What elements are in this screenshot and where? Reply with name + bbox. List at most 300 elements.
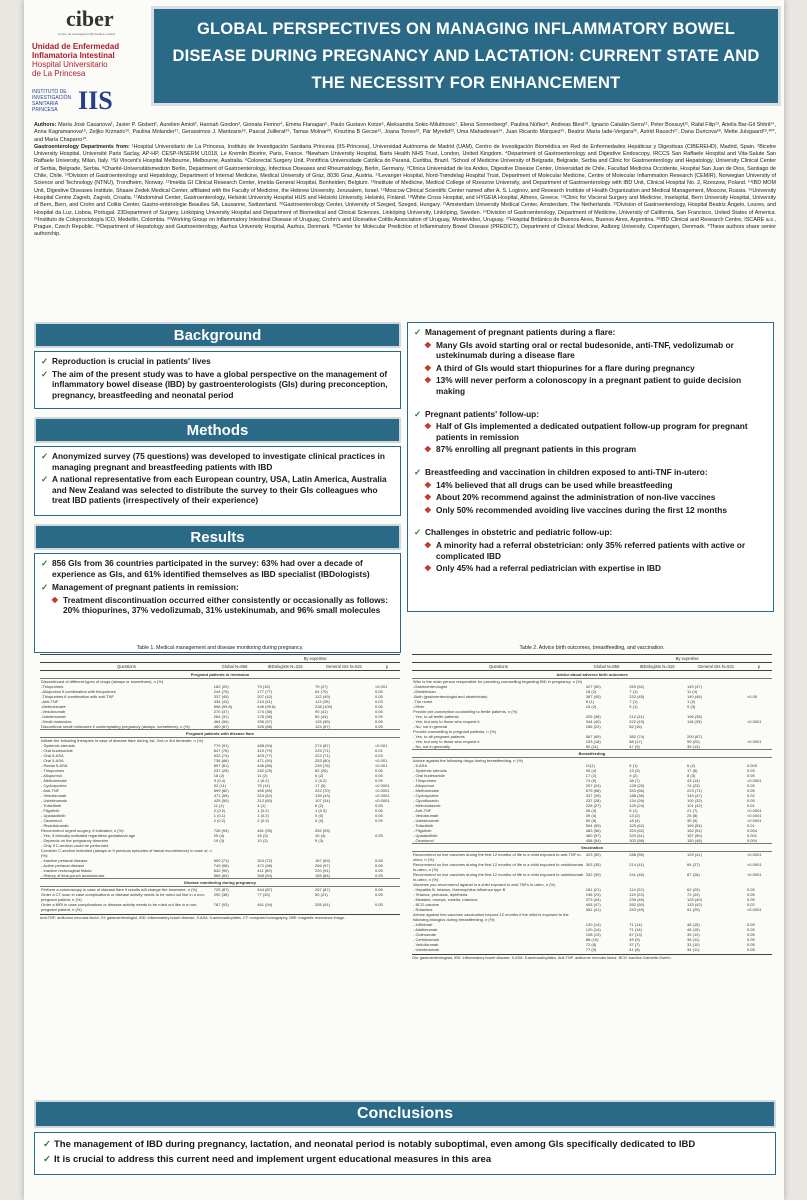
table-cell: 320 (61) — [629, 833, 645, 838]
table-cell: 108 (13) — [585, 932, 601, 937]
table-cell: 133 (42) — [687, 902, 702, 907]
table-cell: 461 (95) — [257, 828, 273, 833]
table-cell: 5 (1) — [629, 808, 638, 813]
table-cell: - Anti-TNF — [41, 788, 60, 793]
table-cell: - No, not in generally — [413, 744, 450, 749]
table-cell: 343 (66) — [629, 788, 645, 793]
table-cell: 0.05 — [746, 897, 755, 902]
right-column — [407, 322, 774, 612]
table-1-by-expertise: By expertise — [256, 655, 374, 663]
table-cell: 6 (2) — [315, 803, 324, 808]
table-cell: 337 (45) — [213, 694, 229, 699]
table-cell: 324 (62) — [629, 828, 645, 833]
table-cell: - Yes, but only to those who request it — [413, 719, 480, 724]
table-cell: 237 (28) — [585, 798, 601, 803]
table-cell: 11 (2) — [257, 773, 268, 778]
table-cell: Recommend no live vaccines during the first 12 months of life in a child exposed to vedolizumab in-utero, n (%) — [413, 862, 584, 872]
table-cell: 1 (0.2) — [257, 813, 269, 818]
table-cell: 11(1) — [585, 763, 595, 768]
table-cell: 0 (0) — [315, 818, 324, 823]
table-cell: 461 (94) — [257, 902, 273, 907]
followup-heading: Pregnant patients' follow-up: — [425, 408, 539, 419]
diamond-icon: ❖ — [424, 539, 432, 550]
table-cell: 72 (8) — [585, 942, 597, 947]
table-cell: 5 (1) — [629, 763, 638, 768]
diamond-icon: ❖ — [424, 444, 432, 455]
check-icon: ✓ — [41, 356, 48, 366]
table-cell: 77 (20) — [257, 892, 270, 897]
table-cell: 1 (0.2) — [257, 778, 269, 783]
table-cell: 312 (60) — [257, 798, 273, 803]
table-cell: - Golimumab — [413, 932, 436, 937]
breastfeeding-heading: Breastfeeding and vaccination in children exposed to anti-TNF in-utero: — [425, 466, 708, 477]
table-cell: 11 (4) — [687, 689, 698, 694]
table-cell: 15 (2) — [585, 704, 597, 709]
table-cell: 113 (39) — [315, 699, 330, 704]
table-cell: 79 (15) — [257, 684, 270, 689]
table-cell: 460 (87) — [213, 724, 229, 729]
table-cell: 7 (1) — [629, 699, 638, 704]
table-cell: 153 (18) — [585, 739, 601, 744]
table-cell: - Rectal 5-ASA — [41, 763, 68, 768]
table-1-caption: Table 1. Medical management and disease monitoring during pregnancy. — [136, 645, 304, 651]
table-cell: 266 (97) — [315, 863, 330, 868]
challenges-heading: Challenges in obstetric and pediatric follow-up: — [425, 527, 613, 538]
table-2-caption: Table 2. Advice birth outcomes, breastfeeding, and vaccination. — [519, 645, 665, 651]
table-cell: - Thiopurines — [413, 778, 437, 783]
table-cell: 344 (40) — [585, 719, 601, 724]
table-cell: 0.05 — [374, 694, 383, 699]
list-item — [414, 467, 767, 478]
table-cell: 787 (93) — [213, 902, 229, 907]
table-subheading: Vaccination — [412, 844, 772, 852]
ciber-logo-subtitle: Centro de Investigación Biomédica en Red — [58, 32, 115, 36]
table-cell: 157 (50) — [687, 833, 702, 838]
table-cell: 0.05 — [374, 803, 383, 808]
table-2 — [412, 646, 772, 961]
list-item — [424, 363, 767, 374]
table-cell: 7 (1) — [629, 689, 638, 694]
table-1-header: Questions — [40, 663, 213, 671]
table-cell: 0.02 — [746, 793, 755, 798]
table-cell: 410 (79) — [257, 748, 273, 753]
table-subheading-row — [412, 844, 772, 852]
table-cell: - History of ileal-pouch anastomosis — [41, 873, 105, 878]
table-cell: - Filgotinib — [413, 828, 432, 833]
table-cell: 736 (86) — [213, 758, 229, 763]
unit-line: Inflamatoria Intestinal — [32, 51, 115, 60]
table-cell: 0.05 — [374, 704, 383, 709]
table-cell: - Tofacitinib — [41, 803, 62, 808]
table-cell: 152 (29) — [257, 768, 273, 773]
table-cell: 446 (99.8) — [257, 704, 276, 709]
table-cell: 5 (1) — [629, 704, 638, 709]
list-item — [424, 340, 767, 361]
table-cell: - Rotavirus — [413, 907, 433, 912]
table-cell: <0.0001 — [374, 798, 390, 803]
table-cell: 0.05 — [374, 858, 383, 863]
table-cell: 39 (13) — [687, 744, 700, 749]
table-cell: - Cyclosporine — [413, 793, 439, 798]
table-cell: 186 (22) — [585, 724, 601, 729]
table-cell: - Yes, to all pregnant patients — [413, 734, 465, 739]
table-cell: - Allopurinol — [41, 773, 62, 778]
departments-text: ¹Hospital Universitario de La Princesa, Instituto de Investigación Sanitaria Princesa (IIS-Princesa), Universidad Autónoma de Madrid (UAM), Centro de Investigación Biomédica en Red de Enfermedades Hepáticas y Digestivas (CIBEREHD), Madrid, Spain. ²Bicetre University Hospital, Université Paris Saclay, AP-HP, CESP-INSERM U1018, Le Kremlin Bicetre, Paris, France. ³Newham University Hospital, Barts Health NHS Trust, London, United Kingdom. ⁴Department of Gastroenterology and Digestive Endoscopy, IRCCS San Raffaele Hospital and Vita-Salute San Raffaele University, Milan, Italy. ⁵St Vincent's Hospital Melbourne, Melbourne, Australia. ⁶Colorectal Surgery Unit, Pontifícia Universidade Católica do Paraná, Curitiba, Brazil. ⁷School of Medicine University of Belgrade, Belgrade, Serbia and Clinic for Gastroenterology and Hepatology, University Clinical Center of Serbia, Belgrade, Serbia. ⁸Charité-Universitätsmedizin Berlin, Department of Gastroenterology, Infectious Diseases and Rheumatology, Berlin, Germany. ⁹Clínica Universidad de los Andes, Digestive Disease Center, Universidad de Chile, Facultad Medicina Occidente, Hospital San Juan de Dios, Santiago de Chile, Chile. ¹⁰Division of Gastroenterology and Hepatology, Department of Internal Medicine, Medical University of Graz, 8036 Graz, Austria. ¹¹Levanger Hospital, Nord-Trøndelag Hospital Trust, Department of Molecular Medicine, Centre of Molecular Inflammation Research (CEMIR), Norwegian University of Science and Technology (NTNU), Trondheim, Norway. ¹²Imelda GI Clinical Research Center, Imelda General Hospital, Bonheiden, Belgium. ¹³Institute of Medicine, Medical College of Rzeszow University, and Department of Gastroenterology with IBD Unit, Clinical Hospital No. 2, Rzeszow, Poland. ¹⁴IBD MOM Unit, Digestive Diseases Institute, Shaare Zedek Medical Center, affiliated with the Faculty of Medicine, the Hebrew University, Jerusalem, Israel. ¹⁵Moscow Clinical Scientific Center named after A. S. Loginov, and Research Institute of Health Organization and Medical Management, Moscow, Russia. ¹⁶University Hospital Centre Zagreb, Zagreb, Croatia. ¹⁷Abdominal Center, Gastroenterology, Helsinki University Hospital HUS and Helsinki University, Helsinki, Finland. ¹⁸White Cross Hospital, and HYGEIA Hospital, Athens, Greece. ¹⁹Clinic for Visceral Surgery and Medicine, Inselspital, Bern University Hospital, University of Bern, Bern, and Crohn and Colitis Center, Gastro-entérologie Beaulieu SA, Lausanne, Switzerland. ²⁰Gastroenterology Center, University of Szeged, Szeged, Hungary. ²¹Amsterdam University Medical Center, Amsterdam, The Netherlands. ²²Division of Gastroenterology, Hospital Beatriz Ângelo, Loures, and Hospital da Luz, Lisboa, Portugal. 23Department of Surgery, Linköping University Hospital and Department of Biomedical and Clinical Sciences, Linköping University, Linköping, Sweden. ²⁴Division of Gastroenterology, Department of Medicine, University of California, San Francisco, United States of America. ²⁵Instituto de Coloproctología ICO, Medellín, Colombia. ²⁶Working Group on Inflammatory Intestinal Disease of Uruguay, Crohn's and Ulcerative Colitis Association of Uruguay, Montevideo, Uruguay. ²⁷Hospital Británico de Buenos Aires, Buenos Aires, Argentina. ²⁸IBD Clinical and Research Centre, ISCARE a.s., Prague, Czech Republic. ²⁹Department of Hepatology and Gastroenterology, Aarhus University Hospital, Aarhus, Denmark. ³⁰Center for Molecular Prediction of Inflammatory Bowel Disease (PREDICT), Department of Clinical Medicine, Aalborg University, Copenhagen, Denmark. *These authors share senior authorship. — [34, 143, 776, 238]
diamond-icon: ❖ — [424, 492, 432, 503]
table-cell: 465 (89) — [257, 788, 273, 793]
table-cell: <0.0001 — [746, 719, 762, 724]
table-row — [412, 872, 772, 882]
table-cell: 403 (77) — [257, 753, 273, 758]
check-icon: ✓ — [414, 408, 421, 419]
authors-label: Authors: — [34, 122, 57, 128]
table-cell: 0.01 — [374, 748, 383, 753]
table-2-header: p — [746, 663, 772, 671]
table-cell: 0.01 — [746, 823, 755, 828]
table-cell: 697 (81) — [213, 763, 229, 768]
table-cell: - Certolizumab — [413, 937, 440, 942]
table-2-header: Global N=856 — [585, 663, 629, 671]
table-cell: <0.0001 — [746, 778, 762, 783]
table-cell: 48 (15) — [687, 927, 700, 932]
table-cell: - Inactive perianal disease — [41, 858, 88, 863]
results-intro: 856 GIs from 36 countries participated in the survey: 63% had over a decade of experience as GIs, and 61% identified themselves as IBD specialist (IBDologists) — [52, 558, 370, 579]
table-cell: 128 (25) — [629, 783, 645, 788]
table-cell: 152 (51) — [687, 828, 702, 833]
table-subheading: Disease monitoring during pregnancy — [40, 879, 400, 887]
table-1-footnote: Anti-TNF: antitumor necrosis factor, GI: gastroenterologist, IBD: inflammatory bowel disease, 5-ASA: 5-aminosalicylates, CT: computed tomography, MRI: magnetic resonance image. — [40, 914, 400, 921]
table-cell: 0.05 — [746, 798, 755, 803]
table-cell: 25 (8) — [687, 813, 698, 818]
title-line: DISEASE DURING PREGNANCY AND LACTATION: CURRENT STATE AND — [172, 46, 760, 65]
table-cell: 471 (90) — [257, 758, 273, 763]
table-cell: Recommend no live vaccines during the first 12 months of life in a child exposed to ustekinumab in-utero, n (%) — [413, 872, 584, 882]
check-icon: ✓ — [41, 451, 48, 461]
table-cell: 270 (37) — [213, 709, 229, 714]
table-cell: 0.004 — [746, 838, 757, 843]
list-item — [414, 527, 767, 538]
unit-line: Hospital Universitario — [32, 60, 108, 69]
table-cell: 149 (47) — [687, 684, 702, 689]
table-cell: 0.004 — [746, 828, 757, 833]
table-cell: 223 (71) — [687, 788, 702, 793]
table-cell: 6 (2) — [687, 763, 696, 768]
diamond-icon: ❖ — [424, 375, 432, 386]
table-cell: 119 (23) — [629, 892, 644, 897]
departments-label: Gastroenterology Departments from: — [34, 143, 130, 150]
table-2-footnote: GIs: gastroenterologists, IBD: inflammatory bowel disease, 5-ASA: 5-aminosalicylates, Anti-TNF: antitumor necrosis factor, BCG: bacillus Calmette-Guérin. — [412, 954, 772, 961]
table-cell: - Depends on the pregnancy trimester — [41, 838, 109, 843]
list-item — [424, 421, 767, 442]
table-cell: -Gastroenterologist — [413, 684, 448, 689]
table-cell: Vaccines you recommend against in a child exposed to anti-TNFs in-utero, n (%) — [413, 882, 556, 887]
table-cell: 120 (14) — [585, 927, 601, 932]
table-cell: 0.05 — [374, 902, 383, 907]
table-cell: 67 (13) — [629, 932, 642, 937]
list-item — [41, 474, 394, 506]
list-item — [41, 558, 394, 579]
table-cell: <0.0001 — [746, 813, 762, 818]
table-cell: - Ciprofloxacin — [413, 798, 439, 803]
table-cell: 64 (70) — [315, 689, 328, 694]
table-cell: Initiate the following therapies in case of disease flare during 1st, 2nd or 3rd trimester, n (%) — [41, 738, 204, 743]
flare-item: A third of GIs would start thiopurines for a flare during pregnancy — [436, 362, 695, 373]
table-cell: - BCG-vaccine — [413, 902, 440, 907]
title-banner — [151, 6, 781, 106]
background-item: Reproduction is crucial in patients' lives — [52, 356, 211, 366]
table-cell: - Tofacitinib — [413, 823, 434, 828]
table-cell: - Oral budesonide — [413, 773, 445, 778]
table-cell: 87 (28) — [687, 872, 700, 877]
table-cell: 114 (22) — [629, 887, 644, 892]
table-cell: 334 (43) — [213, 699, 229, 704]
table-cell: 228 (27) — [585, 803, 601, 808]
table-cell: 0.03 — [374, 753, 383, 758]
table-cell: 48 (15) — [687, 922, 700, 927]
table-cell: 1 (0.3) — [315, 808, 327, 813]
table-cell: 632 (74) — [213, 753, 229, 758]
table-cell: 0.05 — [374, 709, 383, 714]
table-cell: 8 (3) — [687, 773, 696, 778]
table-cell: 222 (43) — [629, 719, 645, 724]
table-cell: 0.05 — [374, 768, 383, 773]
table-cell: Advice against live-vaccines vaccination beyond 12 months if the child is exposed to the following biologics during breastfeeding, n (%) — [413, 912, 569, 922]
table-cell: 0.05 — [746, 927, 755, 932]
table-row — [412, 862, 772, 872]
table-cell: - Ozanimod — [413, 838, 434, 843]
table-cell: 373 (44) — [585, 897, 601, 902]
table-cell: - 5-ASA — [413, 763, 428, 768]
table-cell: -Vedolizumab — [41, 709, 66, 714]
table-cell: 6 (2) — [315, 773, 324, 778]
table-cell: 427 (50) — [585, 684, 601, 689]
table-cell: 698 (99.8) — [213, 704, 233, 709]
table-cell: 0.05 — [746, 892, 755, 897]
table-cell: 0.05 — [374, 724, 383, 729]
table-cell: 0.05 — [374, 808, 383, 813]
table-cell: 15 (3) — [257, 833, 268, 838]
logo-area — [32, 6, 150, 116]
table-cell: 2 (0.2) — [315, 778, 327, 783]
table-cell: 101 (32) — [687, 803, 702, 808]
list-item — [41, 582, 394, 593]
diamond-icon: ❖ — [424, 339, 432, 350]
check-icon: ✓ — [414, 527, 421, 538]
conclusion-item: The management of IBD during pregnancy, lactation, and neonatal period is notably suboptimal, even among GIs specifically dedicated to IBD — [54, 1139, 696, 1150]
table-cell: - Risankizumab — [41, 823, 69, 828]
followup-item: Half of GIs implemented a dedicated outpatient follow-up program for pregnant patients in remission — [436, 421, 748, 442]
table-cell: 30 (9) — [687, 818, 698, 823]
table-cell: 107 (34) — [315, 798, 330, 803]
table-cell: 387 (45) — [585, 694, 601, 699]
table-1-header: General GIs N=521 — [314, 663, 374, 671]
table-cell: Discontinued of different types of drugs (always or sometimes), n (%) — [41, 679, 164, 684]
table-cell: - Tetanus, pertussis, diphtheria — [413, 892, 468, 897]
table-cell: 47 (9) — [629, 744, 640, 749]
table-cell: 10 (2) — [257, 838, 268, 843]
table-cell: 0.01 — [746, 803, 755, 808]
table-cell: 178 (38) — [257, 714, 273, 719]
list-item — [414, 409, 767, 420]
diamond-icon: ❖ — [424, 479, 432, 490]
table-2-by-expertise: By expertise — [628, 655, 746, 663]
table-cell: 382 (74) — [629, 734, 645, 739]
authors-block — [34, 122, 776, 239]
flare-item: Many GIs avoid starting oral or rectal budesonide, anti-TNF, vedolizumab or ustekinumab during a disease flare — [436, 339, 734, 361]
table-cell: - Upadacitinib — [413, 833, 438, 838]
table-cell: 0.05 — [374, 833, 383, 838]
table-cell: 50 (6) — [585, 818, 597, 823]
table-cell: 1 (0) — [687, 699, 696, 704]
methods-heading: Methods — [34, 417, 401, 443]
table-cell: Advice against the following drugs during breastfeeding, n (%) — [413, 758, 523, 763]
table-cell: - Systemic steroids — [413, 768, 447, 773]
table-subheading: Advice about adverse birth outcomes — [412, 671, 772, 679]
table-cell: 4 (1) — [257, 803, 266, 808]
table-row — [412, 852, 772, 863]
table-cell: <0.0001 — [374, 793, 390, 798]
table-cell: 241 (46) — [629, 872, 645, 877]
check-icon: ✓ — [41, 558, 48, 568]
table-cell: <0.0001 — [746, 862, 762, 867]
table-cell: 326 (88) — [257, 724, 273, 729]
table-cell: 36 (11) — [687, 937, 700, 942]
table-cell: 0.003 — [746, 763, 757, 768]
table-1-header: p — [374, 663, 400, 671]
table-cell: 238 (100) — [315, 704, 333, 709]
table-cell: 125 (95) — [315, 719, 330, 724]
table-cell: 0.05 — [374, 714, 383, 719]
table-cell: Perform a colonoscopy in case of disease flare if results will change the treatment, n (%) — [41, 887, 198, 892]
table-cell: 232 (45) — [629, 694, 645, 699]
table-cell: 699 (82) — [213, 788, 229, 793]
table-cell: Discontinue small molecules if contemplating pregnancy (always, sometimes), n (%) — [41, 724, 190, 729]
table-cell: 0.05 — [374, 813, 383, 818]
table-cell: 444 (87) — [257, 887, 273, 892]
table-cell: 9 (3) — [687, 704, 696, 709]
table-cell: 122 (49) — [315, 694, 330, 699]
table-cell: 302 (58) — [629, 838, 645, 843]
table-cell: <0.001 — [374, 763, 388, 768]
table-cell: 579 (68) — [585, 788, 601, 793]
table-cell: 185 (84) — [315, 873, 330, 878]
table-cell: 262 (50) — [629, 902, 645, 907]
table-cell: -Thiopurines — [41, 684, 64, 689]
table-cell: - Oral 5-ASA — [41, 758, 64, 763]
table-cell: 177 (77) — [257, 689, 273, 694]
table-cell: <0.001 — [374, 758, 388, 763]
table-cell: 79 (27) — [315, 684, 328, 689]
breastfeeding-item: 14% believed that all drugs can be used while breastfeeding — [436, 479, 673, 490]
table-cell: 351 (41) — [585, 907, 601, 912]
table-cell: 0.05 — [374, 689, 383, 694]
table-cell: <0.0001 — [746, 907, 762, 912]
table-cell — [686, 912, 746, 922]
challenges-item: A minority had a referral obstetrician: only 35% referred patients with active or complicated IBD — [436, 539, 746, 561]
table-cell: - Methotrexate — [41, 778, 67, 783]
table-cell: 174 (36) — [257, 709, 273, 714]
table-subheading-row — [40, 730, 400, 738]
table-cell: 90 (11) — [585, 744, 599, 749]
unit-line: de La Princesa — [32, 69, 86, 78]
table-cell: 125 (40) — [687, 897, 702, 902]
table-cell: Recommend no live vaccines during the first 12 months of life in a child exposed to anti-TNF in-utero, n (%) — [413, 852, 582, 862]
table-cell: 17 (5) — [315, 783, 326, 788]
table-cell: 290 (36) — [213, 892, 229, 897]
table-cell: 181 (21) — [585, 887, 601, 892]
table-cell: Who is the main person responsible for providing counselling regarding IBD in pregnancy, n (%) — [413, 679, 583, 684]
table-cell: 0.001 — [746, 833, 757, 838]
table-cell: 488 (94) — [257, 743, 273, 748]
table-cell: 82 (16) — [629, 724, 642, 729]
conclusions-section — [34, 1100, 776, 1175]
table-cell: -Both (gastroenterologist and obstetrician) — [413, 694, 488, 699]
table-cell: 225 (71) — [315, 748, 330, 753]
table-cell: 0.05 — [746, 932, 755, 937]
table-cell: 587 (69) — [585, 734, 601, 739]
table-cell: 162 (20) — [213, 684, 229, 689]
table-cell: 26 (3) — [585, 808, 597, 813]
table-cell: <0.0001 — [374, 788, 390, 793]
table-cell: - Hepatitis B, tetanus, Haemophilus influenza type B — [413, 887, 506, 892]
table-cell: - Adalimumab — [413, 927, 438, 932]
background-heading: Background — [34, 322, 401, 348]
table-cell — [585, 912, 629, 922]
list-item — [424, 492, 767, 503]
followup-item: 87% enrolling all pregnant patients in this program — [436, 444, 637, 455]
conclusions-box — [34, 1132, 776, 1175]
table-cell: <0.0001 — [746, 852, 762, 857]
diamond-icon: ❖ — [424, 504, 432, 515]
table-subheading: Breastfeeding — [412, 750, 772, 758]
table-cell: -Allopurinol if combination with thiopurines — [41, 689, 116, 694]
table-cell: - Metronidazole — [413, 803, 441, 808]
list-item — [424, 375, 767, 396]
flare-heading: Management of pregnant patients during a flare: — [425, 327, 616, 337]
table-cell: 39 (4) — [585, 813, 597, 818]
table-cell: 129 (24) — [629, 803, 645, 808]
table-cell: 267 (87) — [315, 887, 330, 892]
list-item — [424, 505, 767, 516]
list-item — [424, 540, 767, 561]
methods-item: A national representative from each European country, USA, Latin America, Australia and New Zealand was selected to distribute the survey to their GIs colleagues who treat IBD patients (irrespectively of their experience) — [52, 474, 387, 506]
table-cell: 71 (14) — [629, 922, 642, 927]
flare-item: 13% will never perform a colonoscopy in a pregnant patient to guide decision making — [436, 375, 742, 396]
table-cell — [213, 848, 257, 858]
table-cell: 210 (41) — [257, 699, 273, 704]
table-cell: - Oral budesonide — [41, 748, 73, 753]
table-cell: 220 (91) — [315, 868, 330, 873]
table-cell: 0.05 — [374, 778, 383, 783]
table-cell — [628, 912, 686, 922]
table-subheading: Pregnant patients with disease flare — [40, 730, 400, 738]
table-cell: - Thiopurines — [41, 768, 65, 773]
table-cell: -Other — [413, 704, 425, 709]
table-cell: - Active perianal disease — [41, 863, 85, 868]
table-subheading: Pregnant patients in remission — [40, 671, 400, 679]
table-cell: 145 (47) — [687, 793, 702, 798]
table-cell: 25 (4) — [213, 833, 225, 838]
table-cell: 411 (89) — [257, 868, 272, 873]
table-cell: 255 (91) — [315, 902, 330, 907]
table-cell: 41 (8) — [629, 947, 640, 952]
check-icon: ✓ — [414, 327, 421, 337]
table-cell: 0.02 — [746, 902, 755, 907]
table-cell: 200 (67) — [687, 734, 702, 739]
table-cell: <0.001 — [374, 684, 388, 689]
poster — [24, 0, 784, 1200]
table-cell: 2 (0.3) — [257, 818, 269, 823]
